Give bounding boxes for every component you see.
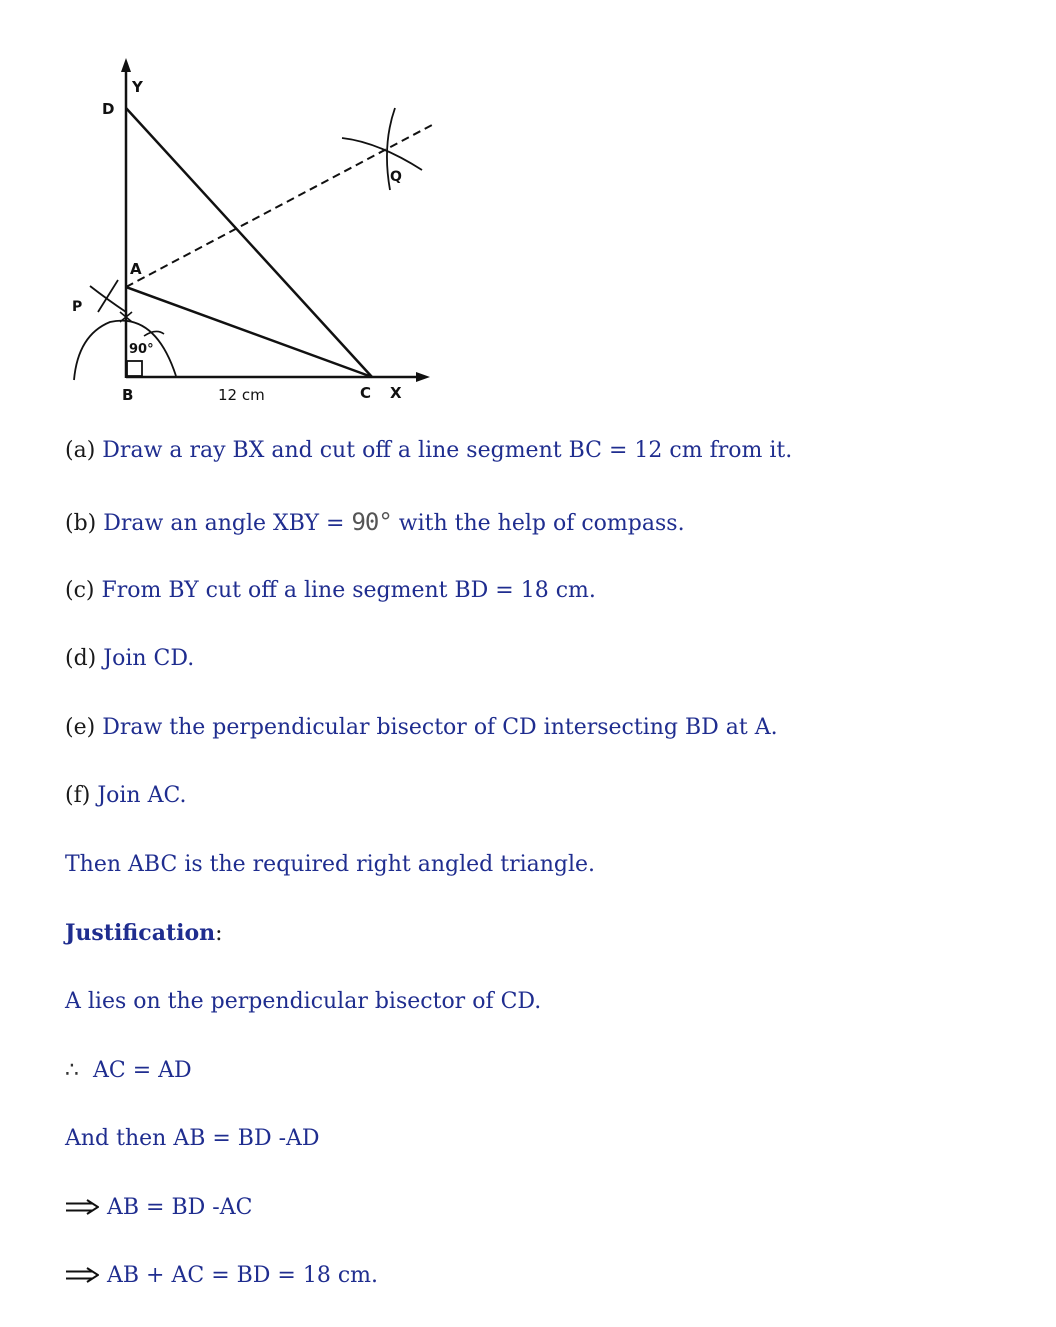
implies-arrow-icon	[65, 1199, 99, 1215]
implies-arrow-icon	[65, 1267, 99, 1283]
arc-q1	[342, 138, 422, 170]
therefore-icon: ∴	[65, 1058, 79, 1083]
justification-line-1: A lies on the perpendicular bisector of CD.	[65, 989, 542, 1014]
step-e-text: Draw the perpendicular bisector of CD intersecting BD at A.	[102, 715, 778, 740]
label-b: B	[122, 386, 134, 404]
label-y: Y	[132, 78, 143, 96]
justification-title: Justification	[65, 920, 216, 946]
step-f-label: (f)	[65, 783, 91, 808]
justification-colon: :	[215, 921, 223, 946]
label-x: X	[390, 384, 402, 402]
construction-figure	[60, 50, 450, 410]
step-f-text: Join AC.	[97, 783, 187, 808]
step-a-label: (a)	[65, 438, 96, 463]
x-arrowhead	[416, 372, 430, 382]
arc-p1	[90, 286, 126, 312]
label-q: Q	[390, 169, 402, 185]
label-d: D	[102, 100, 115, 118]
segment-ac	[126, 287, 372, 377]
justification-line-5	[65, 1263, 378, 1288]
justification-line-2-text: AC = AD	[93, 1058, 192, 1083]
right-angle-mark	[127, 361, 142, 376]
step-e	[65, 715, 778, 740]
step-b-text-after: with the help of compass.	[391, 511, 685, 536]
label-c: C	[360, 384, 372, 402]
step-f	[65, 783, 187, 808]
step-d	[65, 646, 194, 671]
step-d-label: (d)	[65, 646, 97, 671]
justification-line-2	[65, 1058, 192, 1083]
degree-value: 90°	[351, 508, 392, 536]
step-c-label: (c)	[65, 578, 95, 603]
segment-cd	[126, 108, 372, 377]
label-p: P	[72, 299, 83, 315]
step-c	[65, 578, 596, 603]
label-a: A	[130, 260, 142, 278]
triangle-construction-diagram	[60, 50, 450, 410]
step-c-text: From BY cut off a line segment BD = 18 cm.	[101, 578, 596, 603]
y-arrowhead	[121, 58, 131, 72]
step-e-label: (e)	[65, 715, 96, 740]
step-b	[65, 508, 685, 536]
step-a	[65, 438, 792, 463]
step-a-text: Draw a ray BX and cut off a line segment BC = 12 cm from it.	[102, 438, 793, 463]
justification-heading	[65, 920, 223, 946]
step-b-label: (b)	[65, 511, 97, 536]
justification-line-3: And then AB = BD -AD	[65, 1126, 320, 1151]
label-length: 12 cm	[218, 386, 265, 404]
label-angle: 90°	[129, 342, 154, 357]
step-d-text: Join CD.	[103, 646, 195, 671]
arc-p2	[98, 280, 118, 312]
justification-line-4	[65, 1195, 252, 1220]
step-b-text-before: Draw an angle XBY =	[103, 511, 352, 536]
justification-line-4-text: AB = BD -AC	[107, 1195, 253, 1220]
conclusion: Then ABC is the required right angled triangle.	[65, 852, 596, 877]
justification-line-5-text: AB + AC = BD = 18 cm.	[107, 1263, 379, 1288]
perpendicular-bisector	[126, 125, 432, 287]
